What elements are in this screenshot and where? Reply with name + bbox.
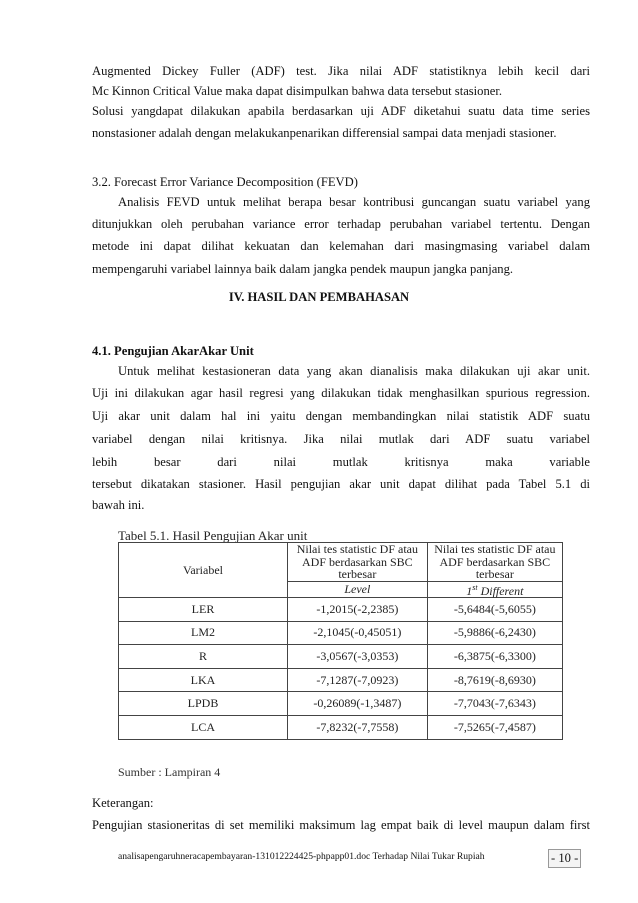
subheader-level: Level [288,581,428,598]
page-number: - 10 - [548,849,581,868]
column-header-variable: Variabel [119,543,288,598]
table-row [119,692,563,716]
cell-variable: R [119,645,288,669]
keterangan-label: Keterangan: [92,796,154,810]
cell-variable: LER [119,598,288,622]
cell-level: -2,1045(-0,45051) [288,621,428,645]
paragraph-line: variabel dengan nilai kritisnya. Jika nilai mutlak dari ADF suatu variabel [92,432,590,446]
cell-variable: LKA [119,668,288,692]
paragraph-line: Untuk melihat kestasioneran data yang akan dianalisis maka dilakukan uji akar unit. [118,364,590,378]
cell-first-difference: -8,7619(-8,6930) [427,668,562,692]
cell-variable: LCA [119,715,288,739]
paragraph-line: Uji akar unit dalam hal ini yaitu dengan membandingkan nilai statistik ADF suatu [92,409,590,423]
table-row [119,598,563,622]
paragraph-line: Mc Kinnon Critical Value maka dapat disimpulkan bahwa data tersebut stasioner. [92,84,503,98]
column-header-level: Nilai tes statistic DF atau ADF berdasarkan SBC terbesar [288,543,428,582]
paragraph-line: metode ini dapat dilihat kekuatan dan kelemahan dari masingmasing variabel dalam [92,239,590,253]
paragraph-line: Solusi yangdapat dilakukan apabila berdasarkan uji ADF diketahui suatu data time series [92,104,590,118]
section-3-2-title: 3.2. Forecast Error Variance Decomposition (FEVD) [92,175,358,189]
table-caption: Tabel 5.1. Hasil Pengujian Akar unit [118,528,308,543]
column-header-difference: Nilai tes statistic DF atau ADF berdasarkan SBC terbesar [427,543,562,582]
cell-level: -1,2015(-2,2385) [288,598,428,622]
paragraph-line: bawah ini. [92,498,145,512]
paragraph-line: Augmented Dickey Fuller (ADF) test. Jika nilai ADF statistiknya lebih kecil dari [92,64,590,78]
cell-first-difference: -6,3875(-6,3300) [427,645,562,669]
cell-level: -0,26089(-1,3487) [288,692,428,716]
table-source: Sumber : Lampiran 4 [118,765,221,779]
table-row [119,715,563,739]
cell-level: -3,0567(-3,0353) [288,645,428,669]
table-row [119,668,563,692]
paragraph-line: Pengujian stasioneritas di set memiliki maksimum lag empat baik di level maupun dalam first [92,818,590,832]
section-4-1-title: 4.1. Pengujian AkarAkar Unit [92,344,254,358]
cell-first-difference: -7,7043(-7,6343) [427,692,562,716]
paragraph-line: lebih besar dari nilai mutlak kritisnya maka variable [92,455,590,469]
unit-root-table [118,542,563,740]
cell-level: -7,1287(-7,0923) [288,668,428,692]
paragraph-line: mempengaruhi variabel lainnya baik dalam jangka pendek maupun jangka panjang. [92,262,514,276]
subheader-first-difference: 1st Different [427,581,562,598]
paragraph-line: Uji ini dilakukan agar hasil regresi yang dilakukan tidak menghasilkan spurious regression. [92,386,590,400]
footer-filename: analisapengaruhneracapembayaran-131012224425-phpapp01.doc Terhadap Nilai Tukar Rupiah [118,851,485,862]
cell-level: -7,8232(-7,7558) [288,715,428,739]
chapter-heading: IV. HASIL DAN PEMBAHASAN [228,290,410,304]
paragraph-line: Analisis FEVD untuk melihat berapa besar kontribusi guncangan suatu variabel yang [118,195,590,209]
cell-first-difference: -5,6484(-5,6055) [427,598,562,622]
table-row [119,621,563,645]
cell-variable: LM2 [119,621,288,645]
cell-first-difference: -7,5265(-7,4587) [427,715,562,739]
paragraph-line: tersebut dikatakan stasioner. Hasil pengujian akar unit dapat dilihat pada Tabel 5.1 di [92,477,590,491]
paragraph-line: nonstasioner adalah dengan melakukanpenarikan differensial sampai data menjadi stasioner. [92,126,557,140]
cell-variable: LPDB [119,692,288,716]
paragraph-line: ditunjukkan oleh perubahan variance error terhadap perubahan variabel tertentu. Dengan [92,217,590,231]
cell-first-difference: -5,9886(-6,2430) [427,621,562,645]
table-row [119,645,563,669]
